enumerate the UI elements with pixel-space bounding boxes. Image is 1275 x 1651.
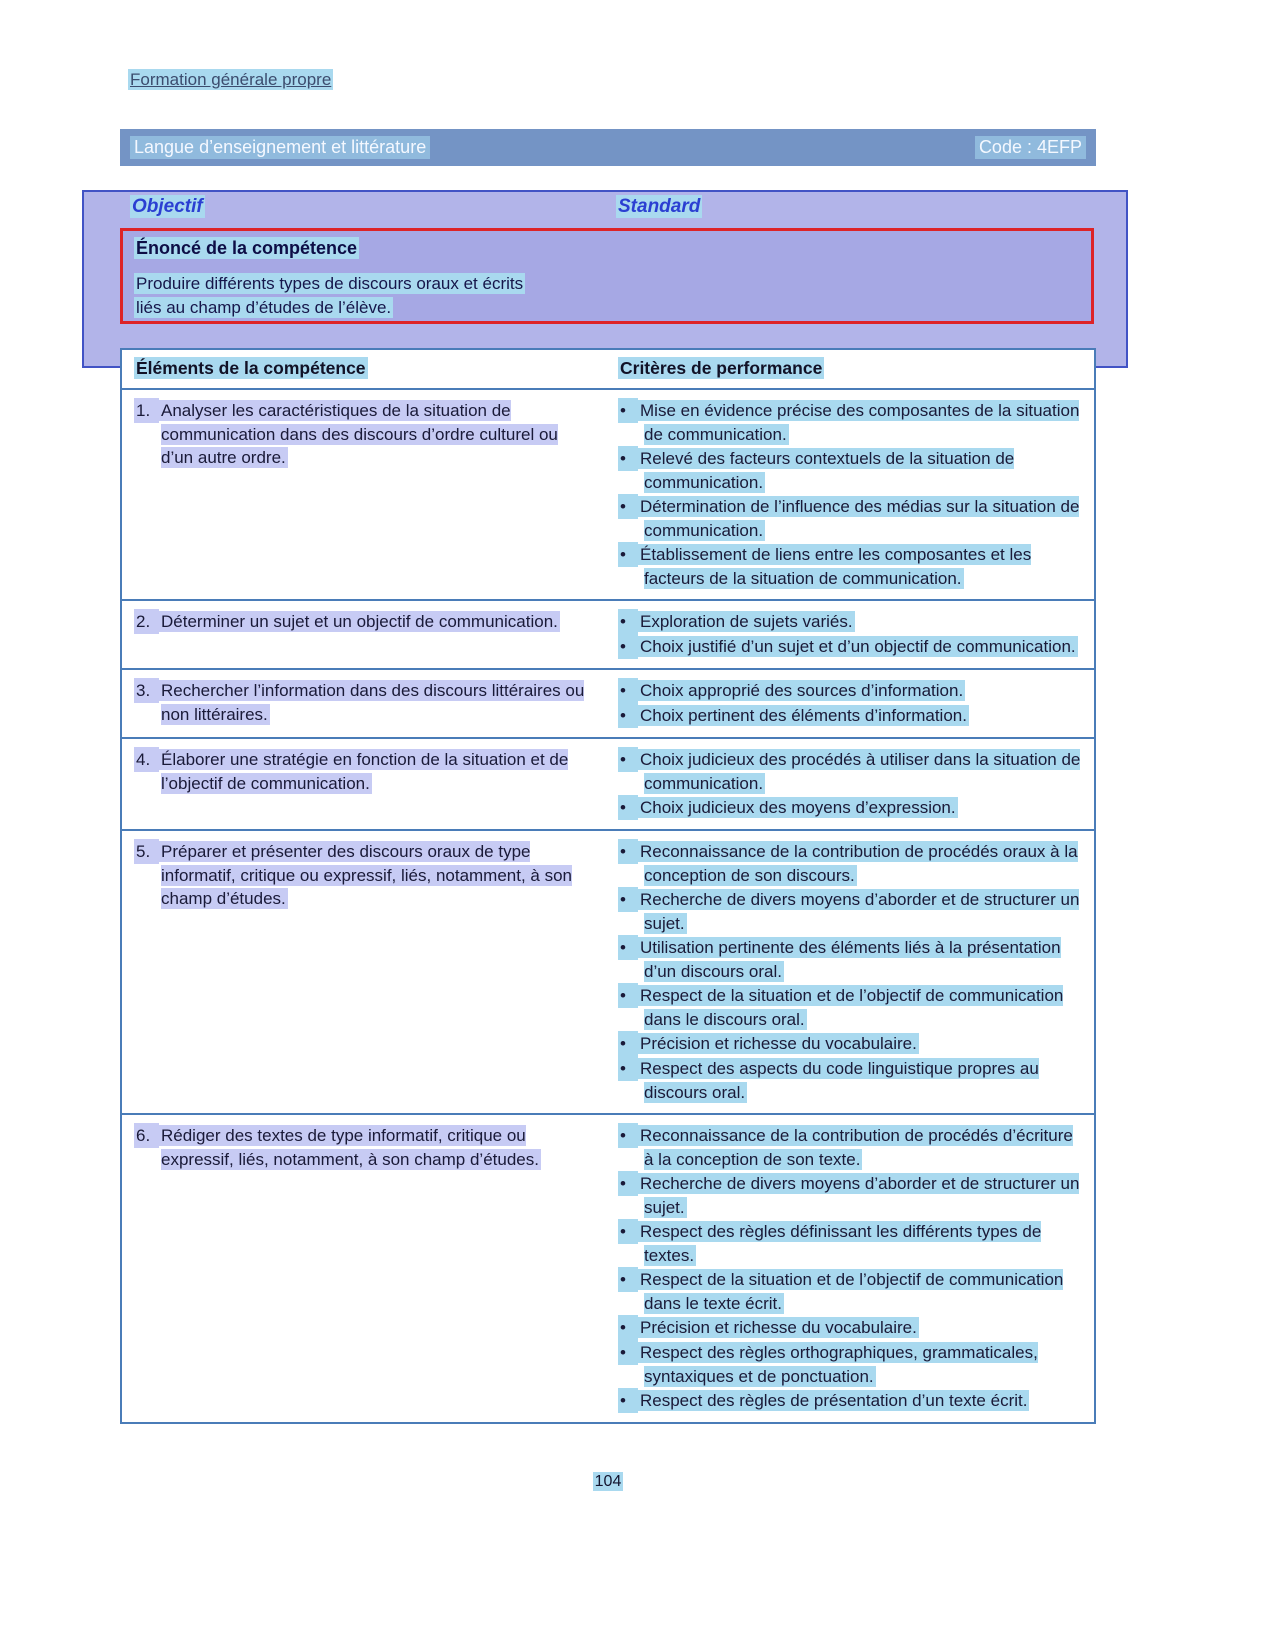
bullet-icon: • — [618, 446, 638, 471]
criterion-text: Relevé des facteurs contextuels de la situation de communication. — [640, 449, 1015, 492]
standard-heading-text: Standard — [618, 196, 701, 217]
header-cell-criteres — [602, 358, 1094, 379]
criterion-text: Mise en évidence précise des composantes de la situation de communication. — [640, 401, 1080, 444]
bullet-icon: • — [618, 839, 638, 864]
bullet-icon: • — [618, 983, 638, 1008]
criterion-text: Choix justifié d’un sujet et d’un objectif de communication. — [640, 637, 1076, 656]
item-number: 4. — [134, 747, 159, 772]
competence-cell — [122, 747, 602, 820]
performance-criterion — [618, 542, 1082, 590]
enonce-title-text: Énoncé de la compétence — [136, 238, 358, 258]
table-row — [122, 668, 1094, 737]
page-number-text: 104 — [594, 1473, 622, 1490]
bullet-icon: • — [618, 1267, 638, 1292]
bullet-icon: • — [618, 1315, 638, 1340]
performance-criterion — [618, 887, 1082, 935]
enonce-text-line: Produire différents types de discours oraux et écrits — [136, 274, 524, 293]
column-header-criteres: Critères de performance — [620, 358, 823, 378]
criteria-cell — [602, 678, 1094, 728]
item-number: 3. — [134, 678, 159, 703]
course-code: Code : 4EFP — [975, 136, 1086, 159]
bullet-icon: • — [618, 678, 638, 703]
criteria-cell — [602, 747, 1094, 820]
criterion-text: Choix judicieux des procédés à utiliser dans la situation de communication. — [640, 750, 1081, 793]
bullet-icon: • — [618, 795, 638, 820]
objectif-heading — [130, 196, 205, 218]
item-text: Analyser les caractéristiques de la situation de communication dans des discours d’ordre culturel ou d’un autre ordre. — [161, 401, 558, 467]
course-title: Langue d’enseignement et littérature — [130, 136, 430, 159]
criterion-text: Précision et richesse du vocabulaire. — [640, 1318, 917, 1337]
performance-criterion — [618, 609, 1082, 634]
bullet-icon: • — [618, 1340, 638, 1365]
bullet-icon: • — [618, 747, 638, 772]
bullet-icon: • — [618, 887, 638, 912]
table-row — [122, 737, 1094, 829]
table-row — [122, 388, 1094, 599]
performance-criterion — [618, 839, 1082, 887]
criterion-text: Reconnaissance de la contribution de procédés oraux à la conception de son discours. — [640, 842, 1078, 885]
competence-item — [134, 839, 588, 910]
item-text: Rédiger des textes de type informatif, critique ou expressif, liés, notamment, à son champ d’études. — [161, 1126, 539, 1169]
competence-cell — [122, 678, 602, 728]
objective-standard-panel — [82, 190, 1128, 368]
criterion-text: Respect de la situation et de l’objectif de communication dans le texte écrit. — [640, 1270, 1064, 1313]
section-label — [128, 70, 333, 90]
enonce-text-line: liés au champ d’études de l’élève. — [136, 298, 392, 317]
bullet-icon: • — [618, 1219, 638, 1244]
item-number: 6. — [134, 1123, 159, 1148]
column-header-elements: Éléments de la compétence — [136, 358, 366, 378]
performance-criterion — [618, 935, 1082, 983]
performance-criterion — [618, 1056, 1082, 1104]
bullet-icon: • — [618, 494, 638, 519]
performance-criterion — [618, 634, 1082, 659]
criterion-text: Recherche de divers moyens d’aborder et de structurer un sujet. — [640, 1174, 1080, 1217]
criterion-text: Respect des règles orthographiques, grammaticales, syntaxiques et de ponctuation. — [640, 1343, 1038, 1386]
bullet-icon: • — [618, 398, 638, 423]
competence-item — [134, 609, 588, 634]
section-label-text: Formation générale propre — [130, 70, 332, 89]
item-text: Rechercher l’information dans des discours littéraires ou non littéraires. — [161, 681, 585, 724]
performance-criterion — [618, 1219, 1082, 1267]
table-header-row — [122, 350, 1094, 388]
competence-cell — [122, 398, 602, 590]
item-text: Déterminer un sujet et un objectif de communication. — [161, 612, 558, 631]
criterion-text: Choix judicieux des moyens d’expression. — [640, 798, 956, 817]
criterion-text: Respect de la situation et de l’objectif de communication dans le discours oral. — [640, 986, 1064, 1029]
criterion-text: Précision et richesse du vocabulaire. — [640, 1034, 917, 1053]
standard-heading — [616, 196, 702, 218]
performance-criterion — [618, 747, 1082, 795]
competence-item — [134, 747, 588, 795]
criterion-text: Choix approprié des sources d’information. — [640, 681, 964, 700]
objectif-heading-text: Objectif — [132, 196, 203, 217]
competence-table — [120, 348, 1096, 1424]
competence-item — [134, 678, 588, 726]
performance-criterion — [618, 795, 1082, 820]
performance-criterion — [618, 1123, 1082, 1171]
performance-criterion — [618, 678, 1082, 703]
competence-cell — [122, 839, 602, 1104]
performance-criterion — [618, 398, 1082, 446]
competence-item — [134, 398, 588, 469]
criteria-cell — [602, 398, 1094, 590]
criterion-text: Détermination de l’influence des médias sur la situation de communication. — [640, 497, 1080, 540]
table-row — [122, 599, 1094, 668]
performance-criterion — [618, 1031, 1082, 1056]
bullet-icon: • — [618, 634, 638, 659]
criterion-text: Respect des aspects du code linguistique propres au discours oral. — [640, 1059, 1039, 1102]
criterion-text: Exploration de sujets variés. — [640, 612, 853, 631]
table-row — [122, 829, 1094, 1113]
item-number: 5. — [134, 839, 159, 864]
criterion-text: Recherche de divers moyens d’aborder et de structurer un sujet. — [640, 890, 1080, 933]
criterion-text: Choix pertinent des éléments d’information. — [640, 706, 967, 725]
performance-criterion — [618, 703, 1082, 728]
enonce-box — [120, 228, 1094, 324]
performance-criterion — [618, 1315, 1082, 1340]
performance-criterion — [618, 1388, 1082, 1413]
performance-criterion — [618, 983, 1082, 1031]
criterion-text: Utilisation pertinente des éléments liés à la présentation d’un discours oral. — [640, 938, 1061, 981]
criterion-text: Établissement de liens entre les composantes et les facteurs de la situation de communication. — [640, 545, 1032, 588]
course-header-bar — [120, 129, 1096, 166]
bullet-icon: • — [618, 542, 638, 567]
bullet-icon: • — [618, 1031, 638, 1056]
bullet-icon: • — [618, 703, 638, 728]
criterion-text: Respect des règles de présentation d’un texte écrit. — [640, 1391, 1028, 1410]
competence-cell — [122, 1123, 602, 1413]
performance-criterion — [618, 446, 1082, 494]
criteria-cell — [602, 839, 1094, 1104]
performance-criterion — [618, 1171, 1082, 1219]
criterion-text: Respect des règles définissant les différents types de textes. — [640, 1222, 1042, 1265]
bullet-icon: • — [618, 935, 638, 960]
bullet-icon: • — [618, 1388, 638, 1413]
bullet-icon: • — [618, 1056, 638, 1081]
enonce-title — [134, 238, 1080, 259]
criteria-cell — [602, 609, 1094, 659]
bullet-icon: • — [618, 609, 638, 634]
bullet-icon: • — [618, 1123, 638, 1148]
item-number: 2. — [134, 609, 159, 634]
criterion-text: Reconnaissance de la contribution de procédés d’écriture à la conception de son texte. — [640, 1126, 1073, 1169]
performance-criterion — [618, 494, 1082, 542]
bullet-icon: • — [618, 1171, 638, 1196]
criteria-cell — [602, 1123, 1094, 1413]
competence-cell — [122, 609, 602, 659]
performance-criterion — [618, 1340, 1082, 1388]
item-text: Préparer et présenter des discours oraux de type informatif, critique ou expressif, liés, notamment, à son champ d’études. — [161, 842, 573, 908]
performance-criterion — [618, 1267, 1082, 1315]
item-text: Élaborer une stratégie en fonction de la situation et de l’objectif de communication. — [161, 750, 569, 793]
page-number — [120, 1473, 1096, 1491]
item-number: 1. — [134, 398, 159, 423]
table-row — [122, 1113, 1094, 1422]
competence-item — [134, 1123, 588, 1171]
header-cell-elements — [122, 358, 602, 379]
